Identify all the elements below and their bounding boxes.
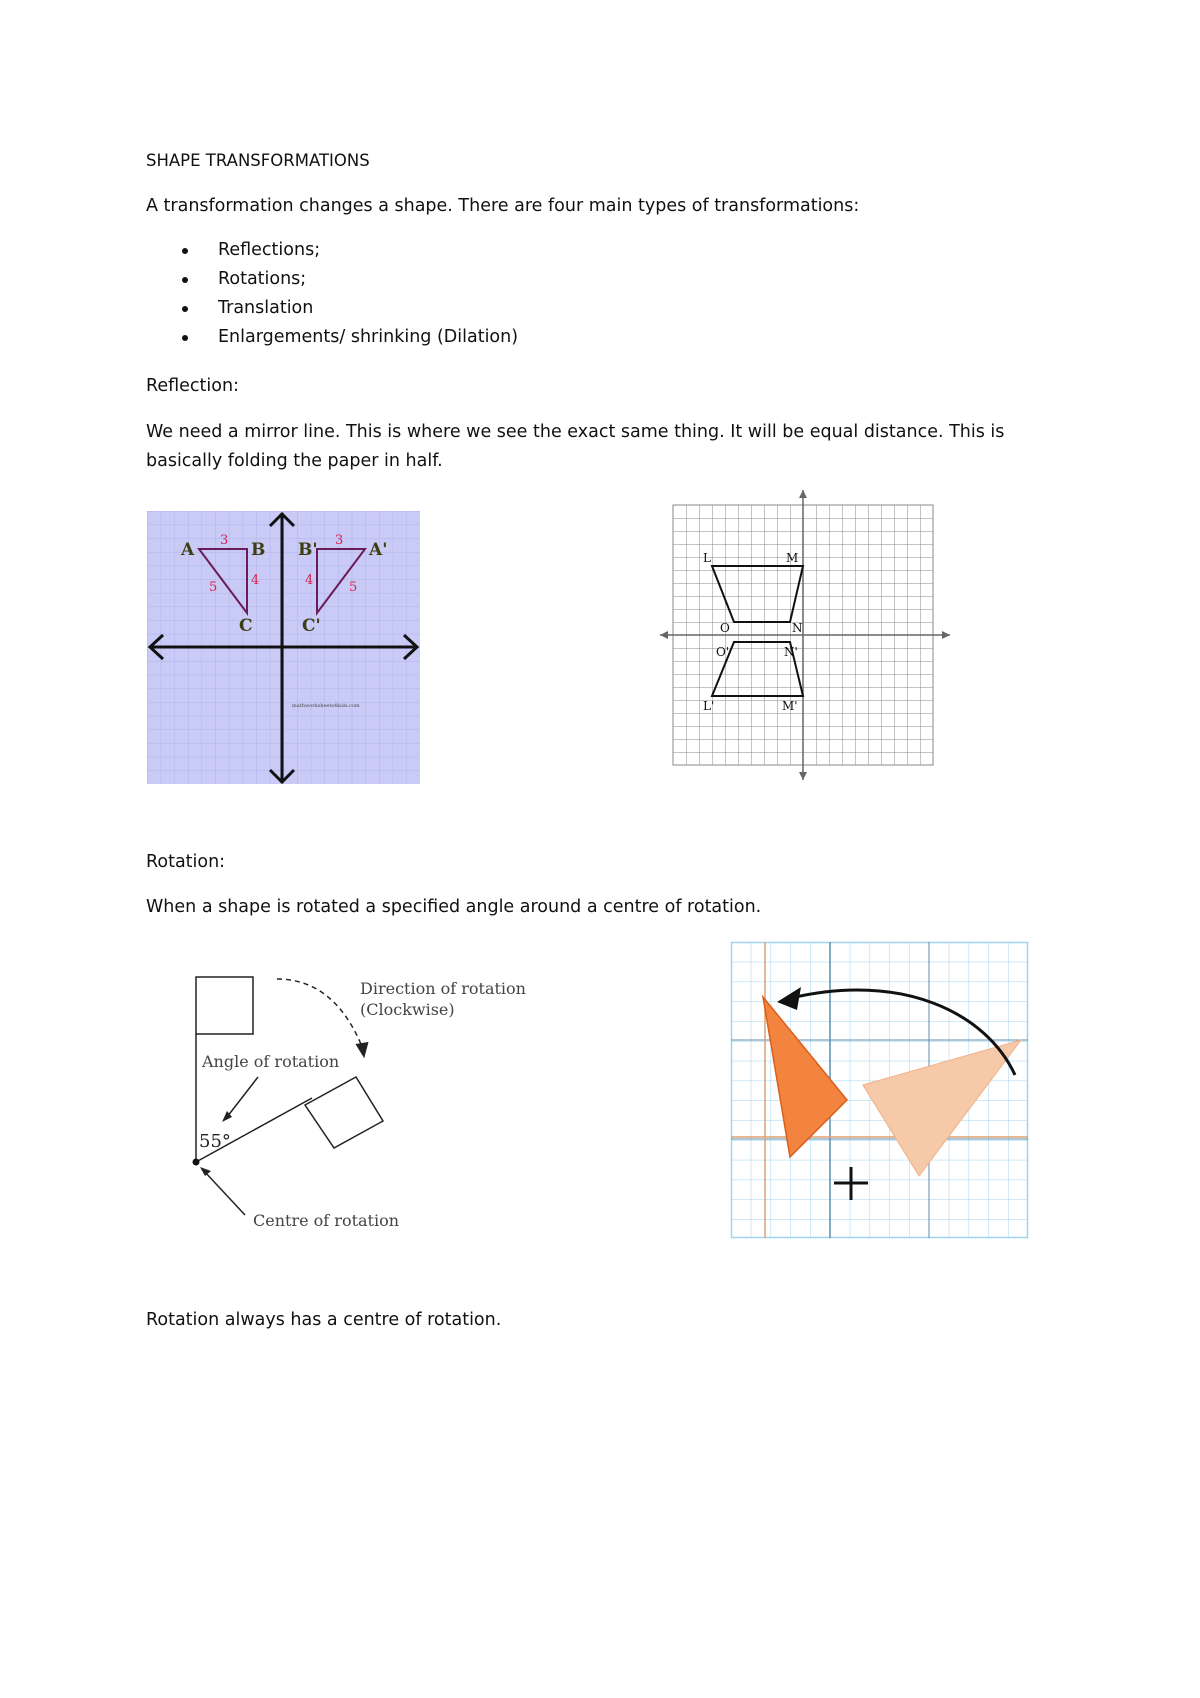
- direction-sub-label: (Clockwise): [360, 1000, 455, 1019]
- label-n-prime: N': [784, 645, 798, 659]
- length-a-c-prime: 5: [349, 580, 358, 595]
- watermark: mathworksheets4kids.com: [292, 703, 360, 709]
- reflection-figure-trapezium: [660, 490, 950, 780]
- length-ab: 3: [220, 533, 229, 548]
- length-a-b-prime: 3: [335, 533, 344, 548]
- label-o-prime: O': [716, 645, 730, 659]
- list-item: Rotations;: [146, 265, 518, 294]
- label-o: O: [720, 621, 730, 635]
- rotation-diagram: [185, 965, 565, 1235]
- length-bc: 4: [251, 573, 260, 588]
- rotation-paragraph: When a shape is rotated a specified angle around a centre of rotation.: [146, 897, 762, 917]
- direction-label: Direction of rotation: [360, 979, 526, 998]
- length-b-c-prime: 4: [305, 573, 314, 588]
- angle-label: Angle of rotation: [202, 1052, 340, 1071]
- list-item: Translation: [146, 294, 518, 323]
- label-c-prime: C': [302, 616, 321, 636]
- label-a: A: [181, 540, 195, 560]
- label-a-prime: A': [369, 540, 388, 560]
- rotation-grid-figure: [731, 942, 1028, 1238]
- list-item: Reflections;: [146, 236, 518, 265]
- rotated-square: [305, 1077, 383, 1148]
- label-l: L: [703, 551, 711, 565]
- transformation-types-list: [146, 236, 518, 352]
- reflection-paragraph: We need a mirror line. This is where we see the exact same thing. It will be equal distance. This is basically folding the paper in half.: [146, 422, 1005, 471]
- label-b: B: [251, 540, 266, 560]
- page-title: SHAPE TRANSFORMATIONS: [146, 151, 370, 170]
- length-ac: 5: [209, 580, 218, 595]
- reflection-figure-triangles: [147, 511, 420, 784]
- angle-value: 55°: [199, 1131, 231, 1152]
- label-b-prime: B': [298, 540, 318, 560]
- centre-point: [193, 1159, 200, 1166]
- intro-paragraph: A transformation changes a shape. There are four main types of transformations:: [146, 196, 860, 216]
- list-item: Enlargements/ shrinking (Dilation): [146, 323, 518, 352]
- label-m: M: [786, 551, 799, 565]
- reflection-heading: Reflection:: [146, 376, 239, 396]
- rotation-heading: Rotation:: [146, 852, 226, 872]
- label-l-prime: L': [703, 699, 715, 713]
- label-m-prime: M': [782, 699, 798, 713]
- rotation-direction-arc: [277, 979, 363, 1049]
- label-n: N: [792, 621, 803, 635]
- rotation-note: Rotation always has a centre of rotation.: [146, 1310, 502, 1330]
- label-c: C: [239, 616, 253, 636]
- centre-label: Centre of rotation: [253, 1211, 400, 1230]
